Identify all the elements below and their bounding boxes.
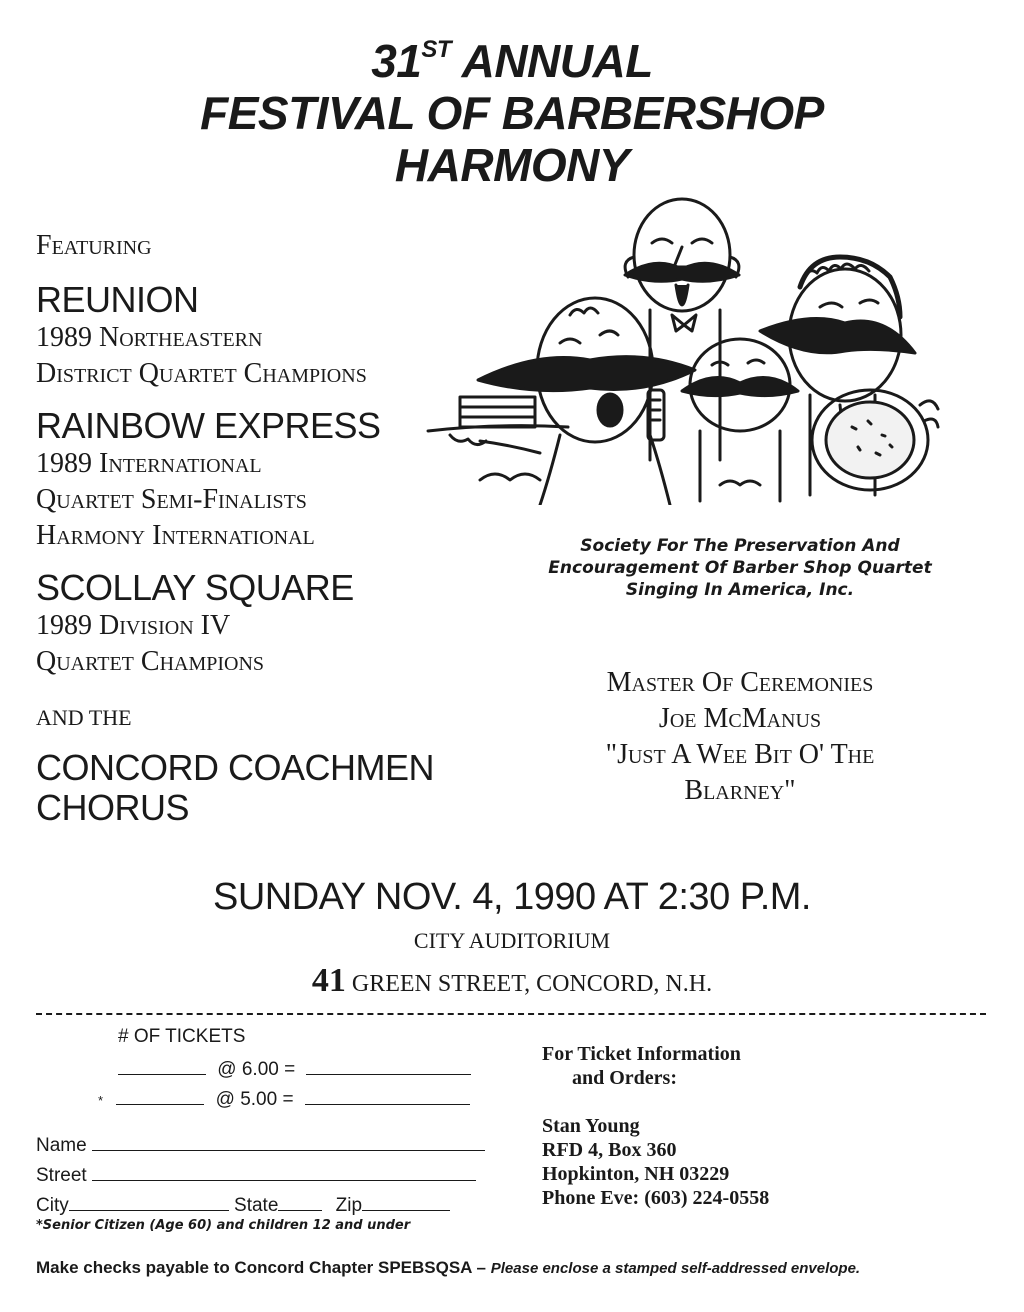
event-date-time: SUNDAY NOV. 4, 1990 AT 2:30 P.M.	[213, 876, 811, 918]
group-detail: Quartet Semi-Finalists	[36, 484, 307, 515]
tray-icon	[812, 390, 938, 490]
cake-icon	[428, 397, 568, 445]
chorus-name: CONCORD COACHMEN CHORUS	[36, 747, 435, 828]
name-field[interactable]	[92, 1132, 485, 1151]
event-venue: CITY AUDITORIUM	[413, 928, 611, 953]
featuring-label: Featuring	[36, 230, 152, 261]
group-name: SCOLLAY SQUARE	[36, 567, 354, 608]
singer-left-icon	[478, 298, 695, 505]
name-row: Name	[36, 1132, 485, 1157]
cut-line-divider	[36, 1013, 986, 1015]
festival-title	[0, 24, 1024, 191]
senior-total-field[interactable]	[305, 1086, 470, 1105]
adult-quantity-field[interactable]	[118, 1056, 206, 1075]
contact-phone: Phone Eve: (603) 224-0558	[542, 1187, 770, 1209]
zip-field[interactable]	[362, 1192, 450, 1211]
group-name: RAINBOW EXPRESS	[36, 405, 381, 446]
contact-address1: RFD 4, Box 360	[542, 1139, 677, 1161]
title-line-1: 31ST ANNUAL	[371, 35, 653, 87]
street-row: Street	[36, 1162, 476, 1187]
ticket-row-adult: @ 6.00 =	[118, 1056, 471, 1081]
street-field[interactable]	[92, 1162, 476, 1181]
event-address: 41 GREEN STREET, CONCORD, N.H.	[311, 962, 713, 999]
society-text: Society For The Preservation And Encouragement Of Barber Shop Quartet Singing In America, Inc.	[548, 536, 932, 600]
ticket-contact	[542, 1114, 769, 1210]
group-detail: 1989 Northeastern	[36, 322, 263, 353]
footer-note: Make checks payable to Concord Chapter SPEBSQSA – Please enclose a stamped self-addressed envelope.	[36, 1258, 861, 1277]
state-field[interactable]	[278, 1192, 322, 1211]
and-the-label: AND THE	[36, 705, 132, 730]
city-field[interactable]	[69, 1192, 229, 1211]
group-detail: 1989 International	[36, 448, 262, 479]
contact-name: Stan Young	[542, 1115, 640, 1137]
ticket-row-senior: * @ 5.00 =	[98, 1086, 470, 1111]
singer-front-icon	[682, 339, 798, 501]
group-name: REUNION	[36, 279, 199, 320]
adult-total-field[interactable]	[306, 1056, 471, 1075]
city-state-zip-row: City State Zip	[36, 1192, 450, 1217]
senior-quantity-field[interactable]	[116, 1086, 204, 1105]
tickets-label: # OF TICKETS	[118, 1026, 246, 1047]
title-line-3: HARMONY	[394, 139, 630, 191]
group-detail: Harmony International	[36, 520, 315, 551]
contact-address2: Hopkinton, NH 03229	[542, 1163, 730, 1185]
senior-note: *Senior Citizen (Age 60) and children 12 and under	[36, 1218, 411, 1233]
title-line-2: FESTIVAL OF BARBERSHOP	[200, 87, 824, 139]
ticket-info-heading: For Ticket Information and Orders:	[542, 1043, 741, 1089]
master-of-ceremonies: Master Of Ceremonies Joe McManus "Just A Wee Bit O' The Blarney"	[605, 667, 875, 806]
group-rainbow-express	[36, 406, 381, 554]
group-detail: Quartet Champions	[36, 646, 265, 677]
group-detail: 1989 Division IV	[36, 610, 231, 641]
ground-strokes	[480, 474, 760, 485]
barbershop-quartet-illustration	[420, 195, 950, 505]
group-reunion	[36, 280, 367, 392]
group-scollay-square	[36, 568, 354, 680]
group-detail: District Quartet Champions	[36, 358, 367, 389]
